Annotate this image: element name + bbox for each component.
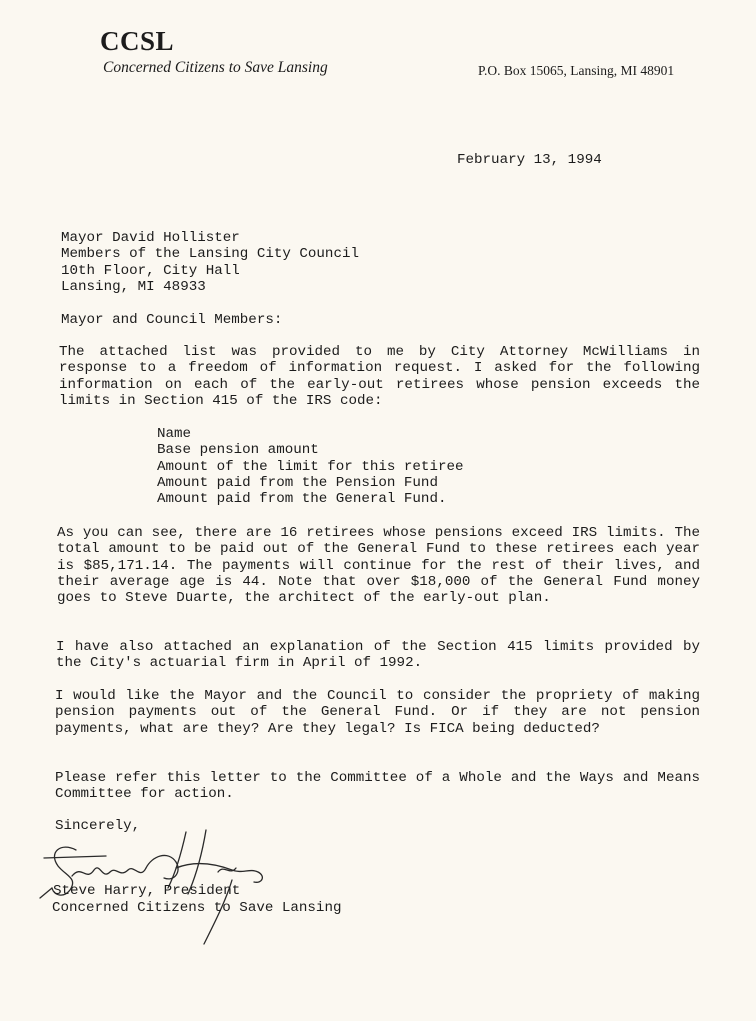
signer-organization: Concerned Citizens to Save Lansing xyxy=(52,900,342,916)
list-item: Amount of the limit for this retiree xyxy=(157,458,464,475)
salutation: Mayor and Council Members: xyxy=(61,312,283,328)
signer-name: Steve Harry, President xyxy=(53,883,241,899)
body-paragraph-2: As you can see, there are 16 retirees whose pensions exceed IRS limits. The total amount to be paid out of the General Fund to these retirees each year is $85,171.14. The payments will continue for the rest of their lives, and their average age is 44. Note that over $18,000 of the General Fund money goes to Steve Duarte, the architect of the early-out plan. xyxy=(57,525,700,607)
letterhead-abbrev: CCSL xyxy=(100,26,175,56)
recipient-line: Lansing, MI 48933 xyxy=(61,278,206,295)
recipient-address xyxy=(61,230,359,295)
list-item: Base pension amount xyxy=(157,442,319,459)
letterhead-org-name: Concerned Citizens to Save Lansing xyxy=(103,59,328,76)
body-paragraph-3: I have also attached an explanation of the Section 415 limits provided by the City's actuarial firm in April of 1992. xyxy=(56,639,700,672)
closing: Sincerely, xyxy=(55,818,141,834)
body-paragraph-4: I would like the Mayor and the Council to consider the propriety of making pension payments out of the General Fund. Or if they are not pension payments, what are they? Are they legal? Is FICA being deducted? xyxy=(55,688,700,737)
body-paragraph-1: The attached list was provided to me by City Attorney McWilliams in response to a freedom of information request. I asked for the following information on each of the early-out retirees whose pension exceeds the limits in Section 415 of the IRS code: xyxy=(59,344,700,409)
recipient-line: Members of the Lansing City Council xyxy=(61,246,359,263)
recipient-line: Mayor David Hollister xyxy=(61,230,240,246)
list-item: Amount paid from the Pension Fund xyxy=(157,474,438,491)
list-item: Amount paid from the General Fund. xyxy=(157,491,447,508)
letterhead-address: P.O. Box 15065, Lansing, MI 48901 xyxy=(478,63,675,78)
list-item: Name xyxy=(157,426,192,442)
body-paragraph-5: Please refer this letter to the Committee of a Whole and the Ways and Means Committee for action. xyxy=(55,770,700,803)
recipient-line: 10th Floor, City Hall xyxy=(61,262,240,279)
letter-date: February 13, 1994 xyxy=(457,152,602,168)
requested-info-list xyxy=(157,426,464,507)
